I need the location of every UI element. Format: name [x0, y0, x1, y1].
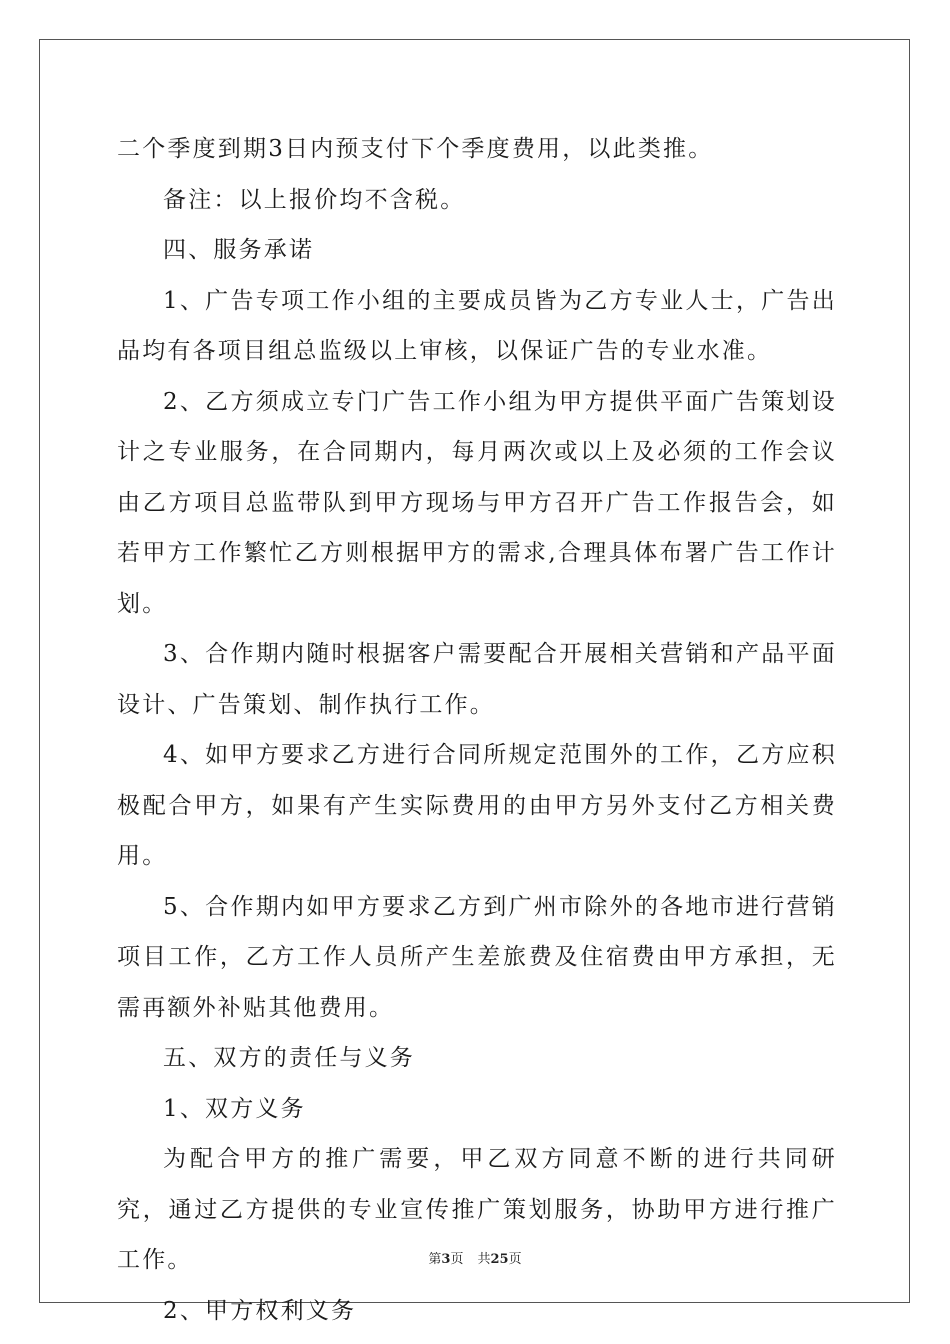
- page-unit: 页: [450, 1252, 464, 1267]
- page-current: 3: [441, 1252, 451, 1267]
- total-prefix: 共: [477, 1252, 491, 1267]
- subheading-mutual-obligations: 1、双方义务: [163, 1095, 306, 1122]
- paragraph-commitment-1: 1、广告专项工作小组的主要成员皆为乙方专业人士，广告出品均有各项目组总监级以上审核，以保证广告的专业水准。: [117, 287, 837, 364]
- paragraph-commitment-3: 3、合作期内随时根据客户需要配合开展相关营销和产品平面设计、广告策划、制作执行工作。: [117, 641, 837, 718]
- total-unit: 页: [508, 1252, 522, 1267]
- paragraph-commitment-5: 5、合作期内如甲方要求乙方到广州市除外的各地市进行营销项目工作，乙方工作人员所产生差旅费及住宿费由甲方承担，无需再额外补贴其他费用。: [117, 893, 837, 1021]
- paragraph-mutual-obligations: 为配合甲方的推广需要，甲乙双方同意不断的进行共同研究，通过乙方提供的专业宣传推广策划服务，协助甲方进行推广工作。: [117, 1146, 837, 1273]
- document-body: [117, 124, 837, 1336]
- section-heading-responsibilities: 五、双方的责任与义务: [163, 1045, 415, 1071]
- paragraph-commitment-4: 4、如甲方要求乙方进行合同所规定范围外的工作，乙方应积极配合甲方，如果有产生实际费用的由甲方另外支付乙方相关费用。: [117, 742, 837, 869]
- subheading-party-a-rights: 2、甲方权利义务: [163, 1297, 357, 1324]
- paragraph-commitment-2: 2、乙方须成立专门广告工作小组为甲方提供平面广告策划设计之专业服务，在合同期内，每月两次或以上及必须的工作会议由乙方项目总监带队到甲方现场与甲方召开广告工作报告会，如若甲方工作繁忙乙方则根据甲方的需求,合理具体布署广告工作计划。: [117, 388, 837, 617]
- paragraph-note: 备注：以上报价均不含税。: [163, 186, 466, 213]
- paragraph-continuation: 二个季度到期3日内预支付下个季度费用，以此类推。: [117, 136, 714, 162]
- page-prefix: 第: [428, 1252, 442, 1267]
- page-footer: [0, 1248, 950, 1267]
- page-total: 25: [490, 1252, 509, 1267]
- section-heading-service-commitment: 四、服务承诺: [163, 237, 315, 263]
